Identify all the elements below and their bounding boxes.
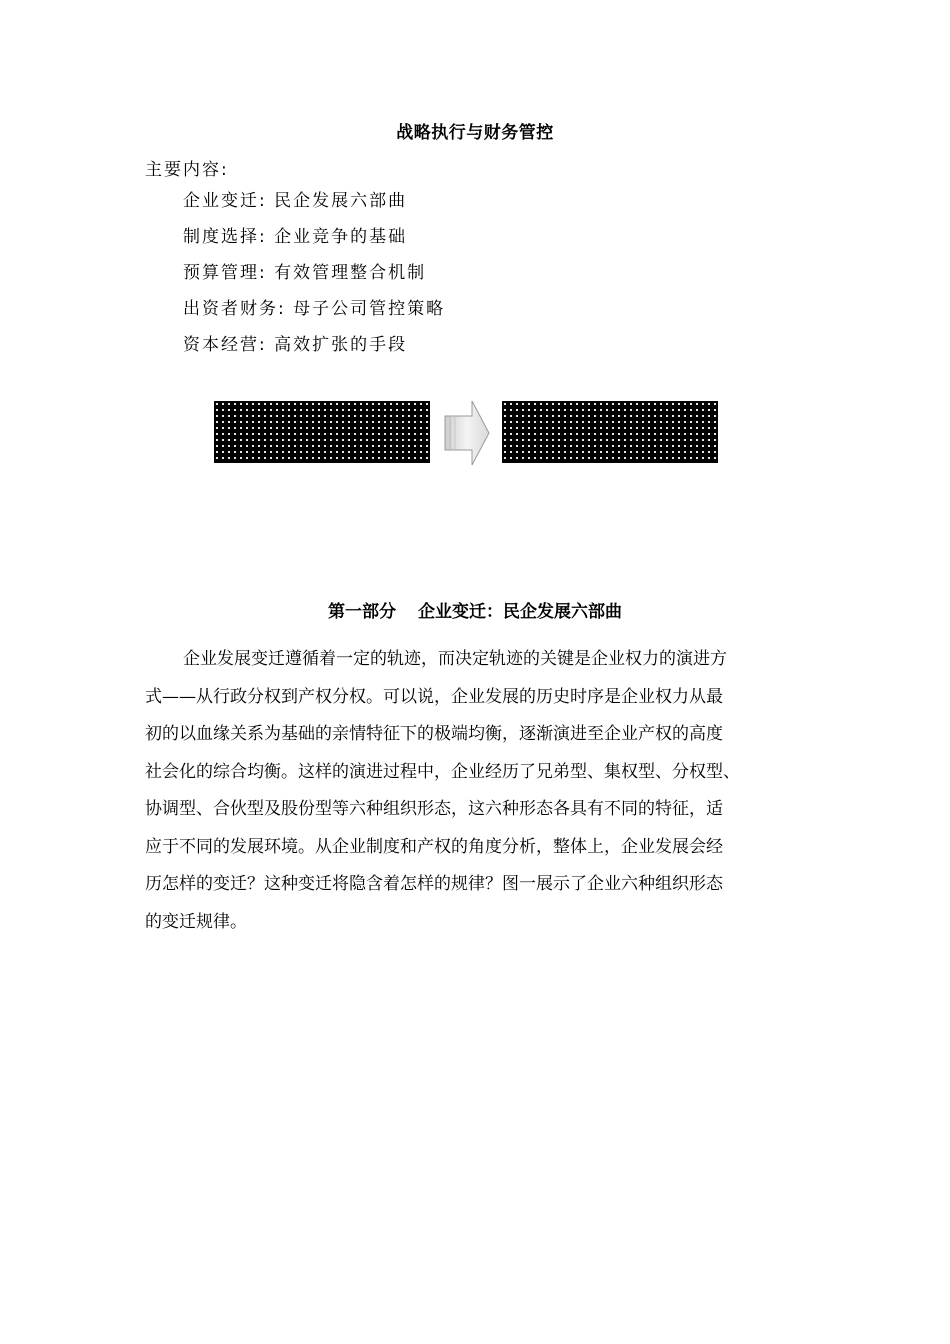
paragraph-line: 应于不同的发展环境。从企业制度和产权的角度分析，整体上，企业发展会经 bbox=[145, 836, 723, 857]
section-part-label: 第一部分 bbox=[328, 602, 396, 622]
right-arrow-icon bbox=[444, 400, 490, 466]
contents-item-5: 资本经营: 高效扩张的手段 bbox=[183, 335, 408, 355]
contents-item-3: 预算管理: 有效管理整合机制 bbox=[183, 263, 427, 283]
section-heading bbox=[0, 597, 950, 622]
paragraph-line: 历怎样的变迁？这种变迁将隐含着怎样的规律？图一展示了企业六种组织形态 bbox=[145, 874, 723, 894]
paragraph-line: 社会化的综合均衡。这样的演进过程中，企业经历了兄弟型、集权型、分权型、 bbox=[145, 761, 740, 782]
body-paragraph bbox=[145, 641, 807, 941]
section-heading-text: 企业变迁：民企发展六部曲 bbox=[418, 602, 622, 622]
contents-item-4: 出资者财务: 母子公司管控策略 bbox=[183, 299, 446, 319]
transition-diagram bbox=[214, 400, 720, 466]
paragraph-line: 初的以血缘关系为基础的亲情特征下的极端均衡，逐渐演进至企业产权的高度 bbox=[145, 724, 723, 744]
contents-item-2: 制度选择: 企业竞争的基础 bbox=[183, 227, 408, 247]
dotted-box-left bbox=[214, 401, 430, 463]
contents-item-1: 企业变迁: 民企发展六部曲 bbox=[183, 191, 408, 211]
contents-label: 主要内容: bbox=[145, 160, 229, 180]
document-title: 战略执行与财务管控 bbox=[396, 123, 554, 143]
dotted-box-right bbox=[502, 401, 718, 463]
paragraph-line: 协调型、合伙型及股份型等六种组织形态，这六种形态各具有不同的特征，适 bbox=[145, 799, 723, 819]
contents-list bbox=[183, 190, 445, 370]
paragraph-line: 企业发展变迁遵循着一定的轨迹，而决定轨迹的关键是企业权力的演进方 bbox=[183, 649, 727, 669]
paragraph-line: 式——从行政分权到产权分权。可以说，企业发展的历史时序是企业权力从最 bbox=[145, 686, 723, 707]
paragraph-line: 的变迁规律。 bbox=[145, 911, 247, 932]
